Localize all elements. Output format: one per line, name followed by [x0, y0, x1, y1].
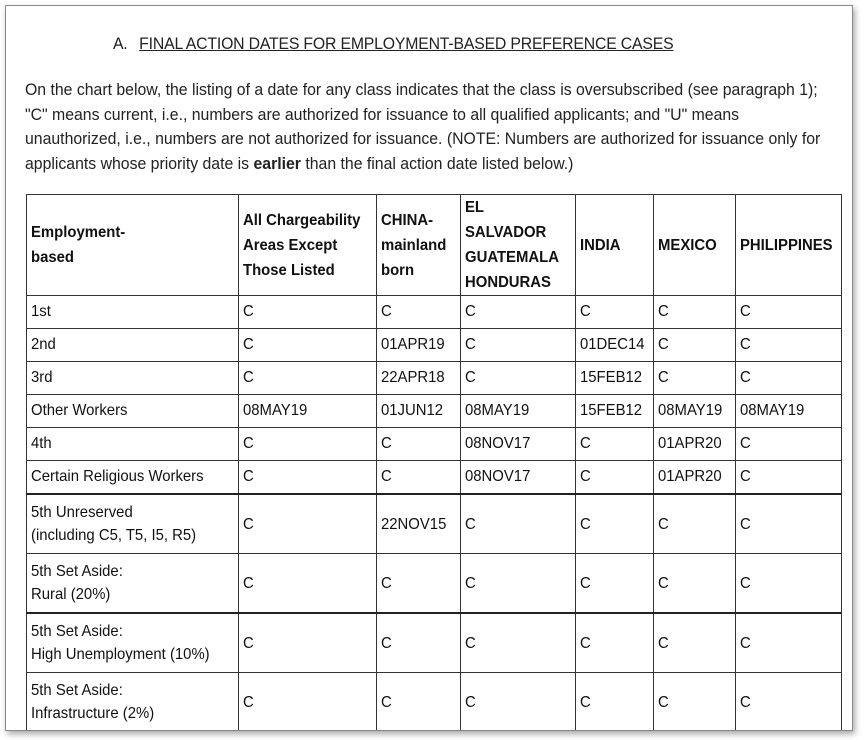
section-heading: [6, 34, 793, 54]
cell-philippines: [736, 428, 842, 461]
cell-china-mainland: [377, 673, 461, 732]
cell-india: [576, 395, 654, 428]
section-title: FINAL ACTION DATES FOR EMPLOYMENT-BASED PREFERENCE CASES: [139, 34, 674, 53]
cell-mexico: [654, 494, 736, 554]
table-row: [27, 554, 842, 614]
cell-india: [576, 554, 654, 614]
intro-text-1: On the chart below, the listing of a date for any class indicates that the class is oversubscribed (see paragraph 1); "C" means current, i.e., numbers are authorized for issuance to all qualified applicants; and "U" means unauthorized, i.e., numbers are not authorized for issuance. (NOTE: Numbers are authorized for issuance only for applicants whose priority date is: [25, 80, 821, 173]
cell-all-chargeability: [239, 494, 377, 554]
cell-value: C: [658, 693, 669, 711]
cell-value: C: [381, 693, 392, 711]
cell-value: 22NOV15: [381, 515, 447, 533]
cell-value: 08MAY19: [740, 402, 805, 419]
cell-value: 01DEC14: [580, 336, 645, 353]
cell-all-chargeability: [239, 673, 377, 732]
cell-value: Other Workers: [31, 402, 128, 419]
table-header-row: [27, 195, 842, 296]
cell-india: [576, 428, 654, 461]
cell-value: C: [740, 303, 751, 320]
cell-value: C: [381, 468, 392, 485]
header-philippines: [736, 195, 842, 296]
cell-value: C: [740, 468, 751, 485]
cell-mexico: [654, 428, 736, 461]
header-el-salvador-guatemala-honduras: [461, 195, 576, 296]
row-category: [27, 613, 239, 673]
cell-value: 08MAY19: [243, 402, 308, 419]
cell-china-mainland: [377, 395, 461, 428]
cell-value: 08MAY19: [658, 402, 723, 419]
cell-value: C: [243, 634, 254, 652]
cell-value: Certain Religious Workers: [31, 468, 204, 485]
cell-value: C: [465, 336, 476, 353]
header-india: [576, 195, 654, 296]
cell-value: C: [740, 369, 751, 386]
cell-el-salvador-guatemala-honduras: [461, 362, 576, 395]
cell-el-salvador-guatemala-honduras: [461, 673, 576, 732]
cell-value: C: [580, 435, 591, 452]
cell-value: C: [658, 574, 669, 592]
table-body: [27, 296, 842, 732]
final-action-dates-table: [26, 194, 842, 731]
cell-value: 5th Set Aside: Rural (20%): [31, 563, 123, 603]
cell-value: C: [658, 336, 669, 353]
cell-value: 01JUN12: [381, 402, 444, 419]
cell-china-mainland: [377, 428, 461, 461]
cell-value: C: [243, 336, 254, 353]
cell-value: C: [658, 303, 669, 320]
cell-value: C: [580, 515, 591, 533]
cell-value: 22APR18: [381, 369, 445, 386]
cell-value: C: [381, 303, 392, 320]
cell-value: C: [243, 574, 254, 592]
cell-value: C: [740, 574, 751, 592]
cell-value: C: [658, 515, 669, 533]
cell-india: [576, 613, 654, 673]
cell-value: 15FEB12: [580, 369, 643, 386]
cell-all-chargeability: [239, 395, 377, 428]
cell-value: C: [465, 303, 476, 320]
cell-value: C: [381, 634, 392, 652]
cell-all-chargeability: [239, 554, 377, 614]
cell-el-salvador-guatemala-honduras: [461, 461, 576, 495]
row-category: [27, 461, 239, 495]
header-label: CHINA- mainland born: [381, 211, 447, 279]
cell-value: 08NOV17: [465, 468, 531, 485]
cell-philippines: [736, 329, 842, 362]
cell-value: C: [243, 515, 254, 533]
cell-value: C: [740, 634, 751, 652]
cell-value: C: [381, 435, 392, 452]
row-category: [27, 554, 239, 614]
cell-value: 2nd: [31, 336, 56, 353]
cell-china-mainland: [377, 296, 461, 329]
cell-india: [576, 494, 654, 554]
header-china-mainland: [377, 195, 461, 296]
cell-mexico: [654, 673, 736, 732]
cell-value: 5th Unreserved (including C5, T5, I5, R5): [31, 504, 197, 544]
table-row: [27, 494, 842, 554]
cell-value: C: [243, 468, 254, 485]
cell-value: 5th Set Aside: High Unemployment (10%): [31, 623, 210, 663]
header-all-chargeability: [239, 195, 377, 296]
header-label: INDIA: [580, 236, 621, 254]
table-row: [27, 296, 842, 329]
cell-india: [576, 296, 654, 329]
cell-china-mainland: [377, 362, 461, 395]
cell-value: 08MAY19: [465, 402, 530, 419]
row-category: [27, 428, 239, 461]
cell-value: 15FEB12: [580, 402, 643, 419]
cell-philippines: [736, 395, 842, 428]
intro-text-2: than the final action date listed below.): [300, 153, 574, 173]
cell-value: 01APR20: [658, 468, 722, 485]
cell-value: C: [580, 303, 591, 320]
header-label: PHILIPPINES: [740, 236, 833, 254]
cell-all-chargeability: [239, 296, 377, 329]
cell-value: C: [580, 468, 591, 485]
header-employment-based: [27, 195, 239, 296]
cell-china-mainland: [377, 494, 461, 554]
cell-el-salvador-guatemala-honduras: [461, 395, 576, 428]
cell-value: C: [243, 435, 254, 452]
cell-el-salvador-guatemala-honduras: [461, 329, 576, 362]
cell-mexico: [654, 395, 736, 428]
cell-value: 4th: [31, 435, 52, 452]
cell-value: 5th Set Aside: Infrastructure (2%): [31, 682, 155, 722]
cell-all-chargeability: [239, 362, 377, 395]
cell-all-chargeability: [239, 428, 377, 461]
cell-india: [576, 673, 654, 732]
cell-value: 01APR20: [658, 435, 722, 452]
cell-value: 01APR19: [381, 336, 445, 353]
cell-philippines: [736, 673, 842, 732]
cell-mexico: [654, 461, 736, 495]
cell-value: C: [740, 336, 751, 353]
cell-value: C: [243, 303, 254, 320]
table-row: [27, 461, 842, 495]
cell-value: 1st: [31, 303, 51, 320]
header-label: MEXICO: [658, 236, 717, 254]
cell-philippines: [736, 362, 842, 395]
intro-bold-earlier: earlier: [253, 153, 301, 173]
cell-value: C: [580, 693, 591, 711]
table-row: [27, 613, 842, 673]
cell-el-salvador-guatemala-honduras: [461, 494, 576, 554]
cell-el-salvador-guatemala-honduras: [461, 296, 576, 329]
cell-philippines: [736, 494, 842, 554]
cell-all-chargeability: [239, 329, 377, 362]
cell-mexico: [654, 554, 736, 614]
header-label: EL SALVADOR GUATEMALA HONDURAS: [465, 199, 559, 291]
cell-value: C: [740, 693, 751, 711]
cell-value: C: [658, 369, 669, 386]
cell-value: C: [465, 369, 476, 386]
cell-mexico: [654, 329, 736, 362]
cell-value: C: [740, 515, 751, 533]
cell-el-salvador-guatemala-honduras: [461, 554, 576, 614]
cell-all-chargeability: [239, 613, 377, 673]
cell-value: C: [580, 634, 591, 652]
cell-china-mainland: [377, 461, 461, 495]
cell-philippines: [736, 554, 842, 614]
section-letter: A.: [112, 34, 128, 53]
cell-india: [576, 362, 654, 395]
cell-value: C: [465, 693, 476, 711]
cell-india: [576, 461, 654, 495]
cell-value: C: [465, 634, 476, 652]
cell-mexico: [654, 613, 736, 673]
row-category: [27, 329, 239, 362]
intro-paragraph: [25, 78, 825, 176]
cell-all-chargeability: [239, 461, 377, 495]
row-category: [27, 362, 239, 395]
cell-value: C: [740, 435, 751, 452]
table-row: [27, 428, 842, 461]
cell-philippines: [736, 613, 842, 673]
row-category: [27, 494, 239, 554]
cell-value: C: [243, 369, 254, 386]
cell-india: [576, 329, 654, 362]
cell-value: C: [381, 574, 392, 592]
header-label: Employment- based: [31, 224, 126, 266]
table-row: [27, 395, 842, 428]
table-row: [27, 329, 842, 362]
cell-china-mainland: [377, 329, 461, 362]
cell-value: 3rd: [31, 369, 53, 386]
cell-value: C: [465, 574, 476, 592]
row-category: [27, 673, 239, 732]
cell-philippines: [736, 461, 842, 495]
table-row: [27, 362, 842, 395]
header-label: All Chargeability Areas Except Those Listed: [243, 211, 361, 279]
cell-el-salvador-guatemala-honduras: [461, 428, 576, 461]
cell-value: 08NOV17: [465, 435, 531, 452]
cell-value: C: [243, 693, 254, 711]
table-row: [27, 673, 842, 732]
document-frame: [5, 5, 853, 731]
row-category: [27, 296, 239, 329]
row-category: [27, 395, 239, 428]
cell-el-salvador-guatemala-honduras: [461, 613, 576, 673]
cell-value: C: [658, 634, 669, 652]
cell-value: C: [580, 574, 591, 592]
cell-mexico: [654, 362, 736, 395]
cell-china-mainland: [377, 554, 461, 614]
cell-philippines: [736, 296, 842, 329]
cell-value: C: [465, 515, 476, 533]
cell-china-mainland: [377, 613, 461, 673]
header-mexico: [654, 195, 736, 296]
cell-mexico: [654, 296, 736, 329]
